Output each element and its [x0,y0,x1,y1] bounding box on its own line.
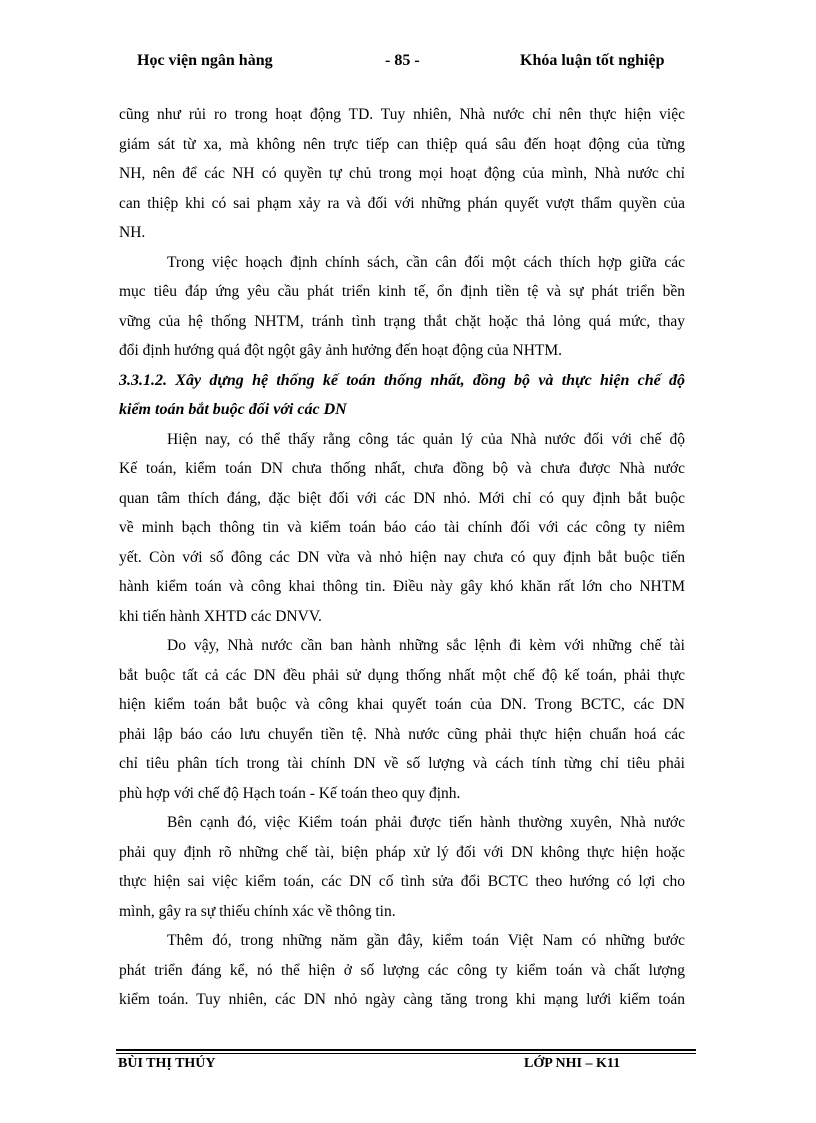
text-line: cũng như rủi ro trong hoạt động TD. Tuy nhiên, Nhà nước chỉ nên thực hiện việc [119,106,685,123]
page-header [0,50,816,76]
text-line: chỉ tiêu phân tích trong tài chính DN về số lượng và cách tính từng chỉ tiêu phải [119,755,685,772]
text-line: kiểm toán. Tuy nhiên, các DN nhỏ ngày càng tăng trong khi mạng lưới kiểm toán [119,991,685,1008]
page-footer [0,1052,816,1078]
header-document-type: Khóa luận tốt nghiệp [520,52,665,69]
text-line: giám sát từ xa, mà không nên trực tiếp can thiệp quá sâu đến hoạt động của từng [119,135,685,153]
header-institution: Học viện ngân hàng [137,52,273,69]
text-line: phải quy định rõ những chế tài, biện pháp xử lý đối với DN không thực hiện hoặc [119,843,685,861]
header-page-number: - 85 - [385,52,420,69]
text-line: về minh bạch thông tin và kiểm toán báo cáo tài chính đối với các công ty niêm [119,519,685,536]
text-line: hiện kiểm toán bắt buộc và công khai quyết toán của DN. Trong BCTC, các DN [119,696,685,713]
text-line: phải lập báo cáo lưu chuyển tiền tệ. Nhà nước cũng phải thực hiện chuẩn hoá các [119,725,685,743]
text-line: mình, gây ra sự thiếu chính xác về thông tin. [119,902,396,920]
body-text [119,100,685,1015]
text-line: bắt buộc tất cả các DN đều phải sử dụng thống nhất một chế độ kế toán, phải thực [119,666,685,684]
text-line: Thêm đó, trong những năm gần đây, kiểm toán Việt Nam có những bước [167,932,685,949]
text-line: đổi định hướng quá đột ngột gây ảnh hưởng đến hoạt động của NHTM. [119,342,563,359]
section-heading: 3.3.1.2. Xây dựng hệ thống kế toán thống nhất, đồng bộ và thực hiện chế độ [119,371,685,389]
text-line: NH. [119,224,146,241]
text-line: quan tâm thích đáng, đặc biệt đối với các DN nhỏ. Mới chỉ có quy định bắt buộc [119,489,685,507]
footer-author: BÙI THỊ THÚY [118,1056,216,1071]
text-line: thực hiện sai việc kiểm toán, các DN cố tình sửa đổi BCTC theo hướng có lợi cho [119,873,685,890]
text-line: Hiện nay, có thể thấy rằng công tác quản lý của Nhà nước đối với chế độ [167,430,685,448]
footer-divider [116,1049,696,1051]
text-line: Trong việc hoạch định chính sách, cần cân đối một cách thích hợp giữa các [167,253,685,271]
text-line: khi tiến hành XHTD các DNVV. [119,607,322,625]
text-line: phù hợp với chế độ Hạch toán - Kế toán theo quy định. [119,784,461,802]
section-heading: kiểm toán bắt buộc đối với các DN [119,401,347,418]
text-line: vững của hệ thống NHTM, tránh tình trạng thắt chặt hoặc thả lỏng quá mức, thay [119,312,685,330]
text-line: mục tiêu đáp ứng yêu cầu phát triển kinh tế, ổn định tiền tệ và sự phát triển bền [119,283,685,300]
text-line: yết. Còn với số đông các DN vừa và nhỏ hiện nay chưa có quy định bắt buộc tiến [119,548,685,566]
text-line: hành kiểm toán và công khai thông tin. Điều này gây khó khăn rất lớn cho NHTM [119,578,685,595]
text-line: phát triển đáng kể, nó thể hiện ở số lượng các công ty kiểm toán và chất lượng [119,961,685,979]
text-line: Bên cạnh đó, việc Kiểm toán phải được tiến hành thường xuyên, Nhà nước [167,814,685,831]
text-line: can thiệp khi có sai phạm xảy ra và đối với những phán quyết vượt thẩm quyền của [119,194,685,212]
footer-class: LỚP NHI – K11 [524,1056,621,1071]
text-line: NH, nên để các NH có quyền tự chủ trong mọi hoạt động của mình, Nhà nước chỉ [119,165,685,182]
text-line: Do vậy, Nhà nước cần ban hành những sắc lệnh đi kèm với những chế tài [167,637,685,654]
text-line: Kế toán, kiểm toán DN chưa thống nhất, chưa đồng bộ và chưa được Nhà nước [119,460,685,477]
